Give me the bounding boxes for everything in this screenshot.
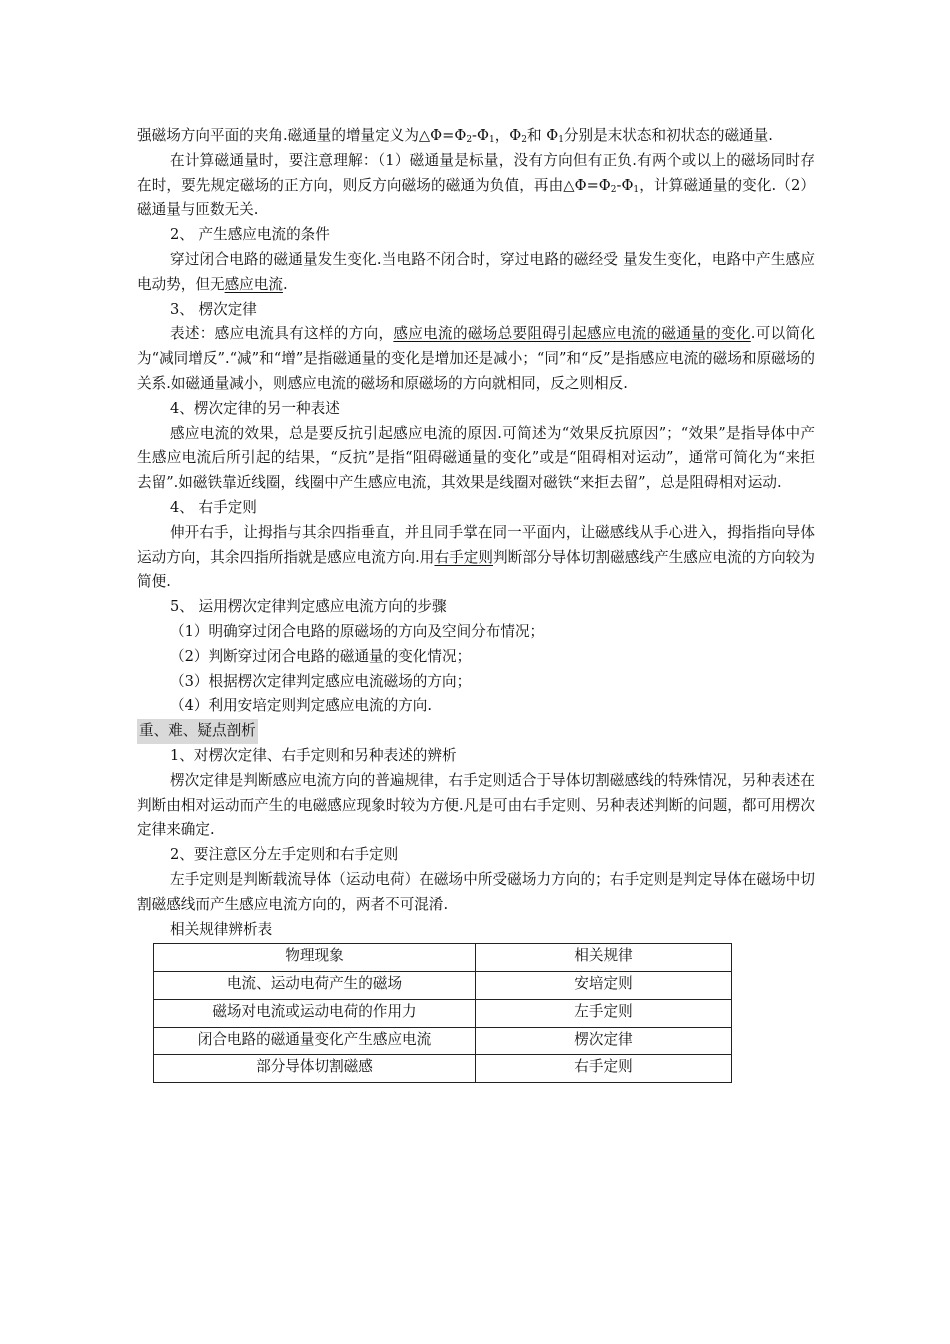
section-heading: 重、难、疑点剖析 <box>137 719 815 744</box>
paragraph-lenz-law: 表述：感应电流具有这样的方向，感应电流的磁场总要阻碍引起感应电流的磁通量的变化.可以简化为“减同增反”.“减”和“增”是指磁通量的变化是增加还是减小；“同”和“反”是指感应电流的磁场和原磁场的关系.如磁通量减小，则感应电流的磁场和原磁场的方向就相同，反之则相反. <box>137 325 815 392</box>
heading-lenz-law: 3、 楞次定律 <box>170 300 257 318</box>
table-cell: 左手定则 <box>476 999 732 1027</box>
paragraph-left-right: 左手定则是判断载流导体（运动电荷）在磁场中所受磁场力方向的；右手定则是判定导体在磁场中切割磁感线而产生感应电流方向的，两者不可混淆. <box>137 870 815 913</box>
document-body <box>137 124 815 1083</box>
heading-steps: 5、 运用楞次定律判定感应电流方向的步骤 <box>170 598 447 616</box>
table-cell: 楞次定律 <box>476 1027 732 1055</box>
list-item: （2）判断穿过闭合电路的磁通量的变化情况； <box>170 647 472 665</box>
table-header-row <box>154 944 732 972</box>
paragraph-flux-notes: 在计算磁通量时，要注意理解：（1）磁通量是标量，没有方向但有正负.有两个或以上的磁场同时存在时，要先规定磁场的正方向，则反方向磁场的磁通为负值，再由$\triangle\Phi=\Phi_2-\Phi_1$，计算磁通量的变化.（2）磁通量与匝数无关. <box>137 151 815 219</box>
table-header-cell: 物理现象 <box>154 944 476 972</box>
table-cell: 闭合电路的磁通量变化产生感应电流 <box>154 1027 476 1055</box>
table-cell: 右手定则 <box>476 1055 732 1083</box>
table-row <box>154 999 732 1027</box>
table-cell: 电流、运动电荷产生的磁场 <box>154 972 476 1000</box>
list-item: （1）明确穿过闭合电路的原磁场的方向及空间分布情况； <box>170 622 545 640</box>
heading-comparison: 1、对楞次定律、右手定则和另种表述的辨析 <box>170 746 457 764</box>
heading-left-right: 2、要注意区分左手定则和右手定则 <box>170 846 399 864</box>
paragraph-lenz-alt: 感应电流的效果，总是要反抗引起感应电流的原因.可简述为“效果反抗原因”；“效果”是指导体中产生感应电流后所引起的结果，“反抗”是指“阻碍磁通量的变化”或是“阻碍相对运动”，通常可简化为“来拒去留”.如磁铁靠近线圈，线圈中产生感应电流，其效果是线圈对磁铁“来拒去留”，总是阻碍相对运动. <box>137 424 815 492</box>
table-cell: 部分导体切割磁感 <box>154 1055 476 1083</box>
table-caption: 相关规律辨析表 <box>170 920 273 938</box>
rules-table <box>153 943 732 1083</box>
paragraph-induction-condition: 穿过闭合电路的磁通量发生变化.当电路不闭合时，穿过电路的磁经受 量发生变化，电路中产生感应电动势，但无感应电流. <box>137 250 815 293</box>
table-row <box>154 1027 732 1055</box>
table-header-cell: 相关规律 <box>476 944 732 972</box>
paragraph-flux-increment: 强磁场方向平面的夹角.磁通量的增量定义为$\triangle\Phi=\Phi_2-\Phi_1$，$\Phi_2$和 $\Phi_1$分别是末状态和初状态的磁通量. <box>137 127 773 145</box>
table-row <box>154 1055 732 1083</box>
paragraph-comparison: 楞次定律是判断感应电流方向的普遍规律，右手定则适合于导体切割磁感线的特殊情况，另种表述在判断由相对运动而产生的电磁感应现象时较为方便.凡是可由右手定则、另种表述判断的问题，都可用楞次定律来确定. <box>137 771 815 839</box>
heading-induction-condition: 2、 产生感应电流的条件 <box>170 226 330 244</box>
table-row <box>154 972 732 1000</box>
list-item: （4）利用安培定则判定感应电流的方向. <box>170 697 433 715</box>
table-cell: 磁场对电流或运动电荷的作用力 <box>154 999 476 1027</box>
table-cell: 安培定则 <box>476 972 732 1000</box>
heading-lenz-alt: 4、楞次定律的另一种表述 <box>170 399 340 417</box>
paragraph-right-hand-rule: 伸开右手，让拇指与其余四指垂直，并且同手掌在同一平面内，让磁感线从手心进入，拇指指向导体运动方向，其余四指所指就是感应电流方向.用右手定则判断部分导体切割磁感线产生感应电流的方向较为简便. <box>137 523 815 591</box>
list-item: （3）根据楞次定律判定感应电流磁场的方向； <box>170 672 472 690</box>
heading-right-hand-rule: 4、 右手定则 <box>170 498 257 516</box>
